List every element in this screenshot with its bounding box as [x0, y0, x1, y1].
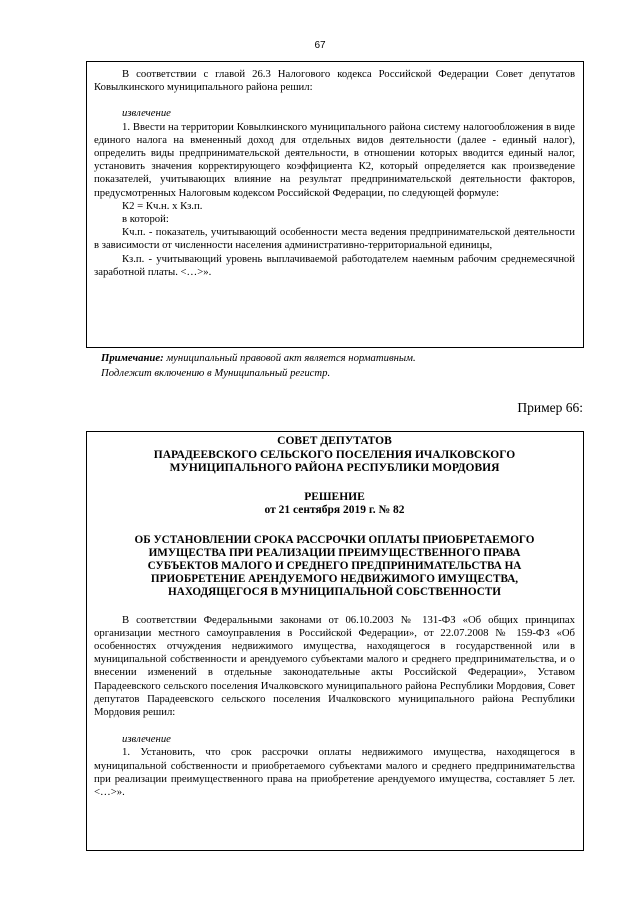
page-number: 67: [314, 40, 326, 51]
document-title: ОБ УСТАНОВЛЕНИИ СРОКА РАССРОЧКИ ОПЛАТЫ ПРИОБРЕТАЕМОГО ИМУЩЕСТВА ПРИ РЕАЛИЗАЦИИ ПРЕИМУЩЕСТВЕННОГО ПРАВА СУБЪЕКТОВ МАЛОГО И СРЕДНЕГО ПРЕДПРИНИМАТЕЛЬСТВА НА ПРИОБРЕТЕНИЕ АРЕНДУЕМОГО НЕДВИЖИМОГО ИМУЩЕСТВА, НАХОДЯЩЕГОСЯ В МУНИЦИПАЛЬНОЙ СОБСТВЕННОСТИ: [134, 533, 535, 599]
org-line-3: МУНИЦИПАЛЬНОГО РАЙОНА РЕСПУБЛИКИ МОРДОВИЯ: [169, 462, 500, 474]
note-text: муниципальный правовой акт является нормативным.: [163, 352, 416, 364]
document-type: РЕШЕНИЕ: [304, 490, 365, 503]
formula: К2 = Кч.н. х Кз.п.: [122, 199, 203, 212]
note-label: Примечание:: [101, 352, 164, 364]
note: [101, 352, 416, 366]
excerpt-box-1: [86, 61, 584, 348]
item-1-2: 1. Установить, что срок рассрочки оплаты недвижимого имущества, находящегося в муниципальной собственности и приобретаемого субъектами малого и среднего предпринимательства при реализации преимущественного права на приобретение арендуемого имущества, составляет 5 лет. <…>».: [94, 746, 575, 798]
document-date: от 21 сентября 2019 г. № 82: [264, 504, 405, 516]
note-line-2: Подлежит включению в Муниципальный регистр.: [101, 367, 331, 379]
definition-2: Кз.п. - учитывающий уровень выплачиваемой работодателем наемным рабочим среднемесячной заработной платы. <…>».: [94, 252, 575, 278]
org-line-1: СОВЕТ ДЕПУТАТОВ: [277, 435, 392, 447]
item-1: 1. Ввести на территории Ковылкинского муниципального района систему налогообложения в виде единого налога на вмененный доход для отдельных видов деятельности (далее - единый налог), определить виды предпринимательской деятельности, в отношении которых вводится единый налог, установить значения корректирующего коэффициента К2, который определяется как произведение показателей, учитывающих влияние на результат предпринимательской деятельности факторов, предусмотренных Налоговым кодексом Российской Федерации, по следующей формуле:: [94, 120, 575, 199]
definition-1: Кч.п. - показатель, учитывающий особенности места ведения предпринимательской деятельности в зависимости от численности населения административно-территориальной единицы,: [94, 226, 575, 252]
example-label: Пример 66:: [517, 400, 583, 415]
org-line-2: ПАРАДЕЕВСКОГО СЕЛЬСКОГО ПОСЕЛЕНИЯ ИЧАЛКОВСКОГО: [153, 448, 516, 461]
excerpt-label-2: извлечение: [122, 733, 171, 746]
excerpt-box-2: [86, 431, 584, 851]
preamble: В соответствии Федеральными законами от 06.10.2003 № 131-ФЗ «Об общих принципах организации местного самоуправления в Российской Федерации», от 22.07.2008 № 159-ФЗ «Об особенностях отчуждения недвижимого имущества, находящегося в государственной или в муниципальной собственности и арендуемого субъектами малого и среднего предпринимательства, и о внесении изменений в отдельные законодательные акты Российской Федерации», Уставом Парадеевского сельского поселения Ичалковского муниципального района Республики Мордовия, Совет депутатов Парадеевского сельского поселения Ичалковского муниципального района Республики Мордовия решил:: [94, 613, 575, 718]
formula-where: в которой:: [122, 213, 169, 226]
excerpt-label: извлечение: [122, 107, 171, 120]
intro-paragraph: В соответствии с главой 26.3 Налогового кодекса Российской Федерации Совет депутатов Ковылкинского муниципального района решил:: [94, 68, 575, 94]
